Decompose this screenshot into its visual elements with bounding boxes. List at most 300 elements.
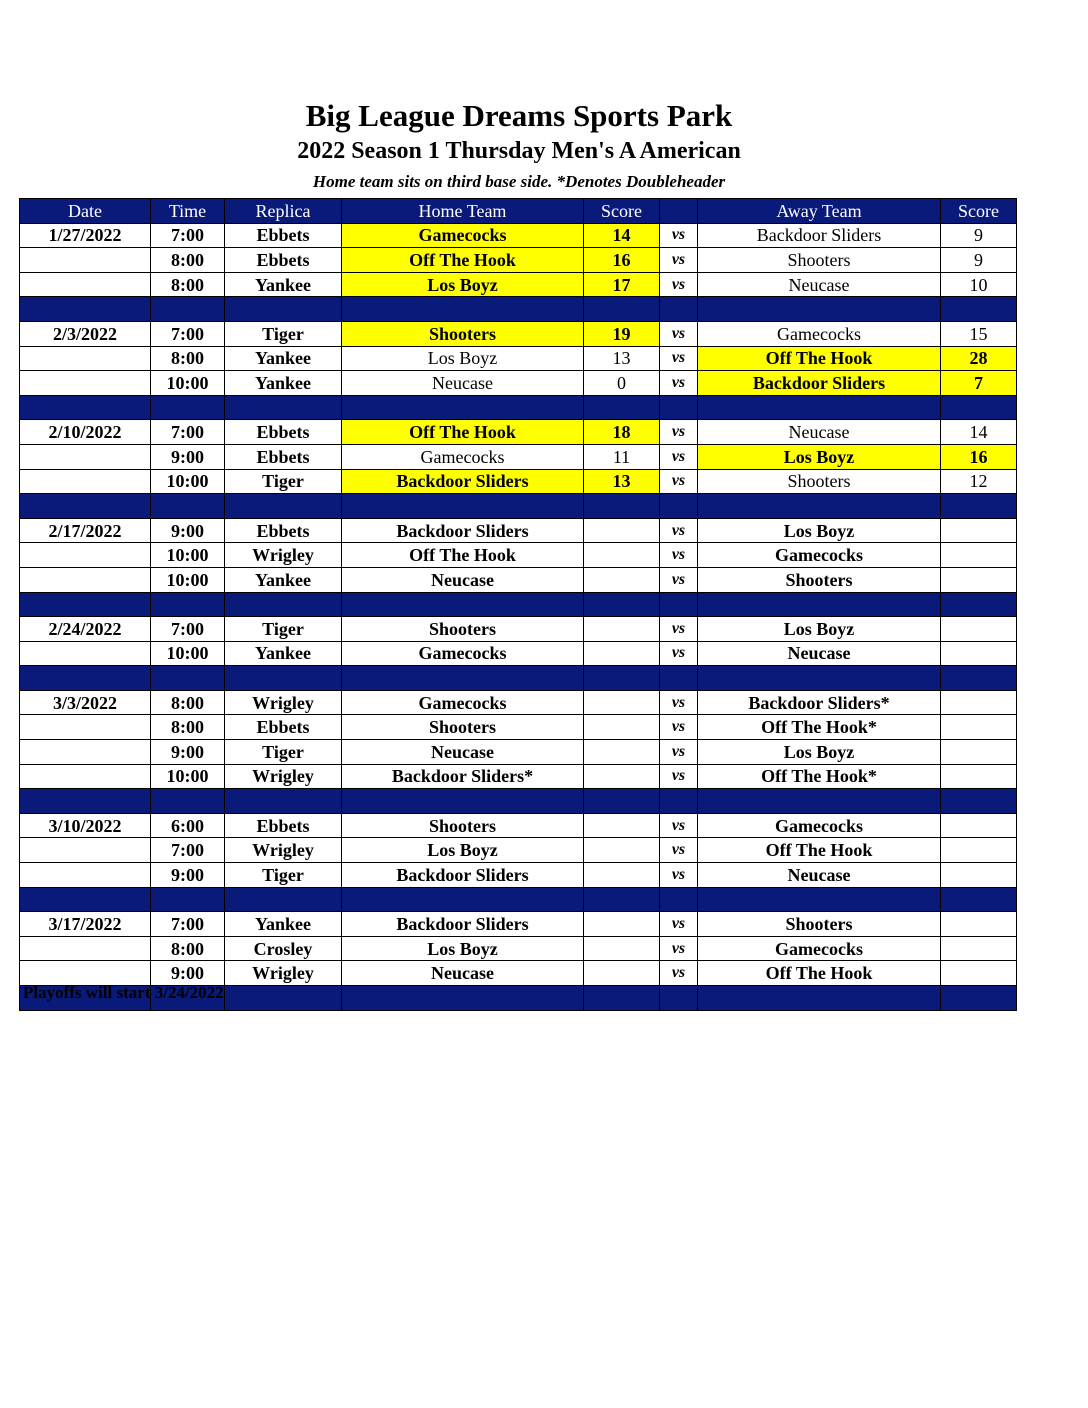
home-team: Backdoor Sliders bbox=[342, 863, 584, 888]
separator-cell bbox=[342, 887, 584, 912]
separator-cell bbox=[584, 789, 660, 814]
separator-cell bbox=[941, 887, 1017, 912]
separator-cell bbox=[151, 887, 225, 912]
home-team: Gamecocks bbox=[342, 444, 584, 469]
col-header-time: Time bbox=[151, 199, 225, 224]
separator-cell bbox=[151, 789, 225, 814]
table-header-row bbox=[20, 199, 1017, 224]
vs-label: vs bbox=[660, 740, 698, 765]
game-row bbox=[20, 444, 1017, 469]
separator-cell bbox=[941, 592, 1017, 617]
separator-cell bbox=[151, 297, 225, 322]
away-team: Shooters bbox=[698, 912, 941, 937]
separator-cell bbox=[660, 789, 698, 814]
game-replica: Tiger bbox=[225, 617, 342, 642]
separator-cell bbox=[151, 666, 225, 691]
away-score bbox=[941, 863, 1017, 888]
home-team: Gamecocks bbox=[342, 641, 584, 666]
col-header-replica: Replica bbox=[225, 199, 342, 224]
game-row bbox=[20, 838, 1017, 863]
vs-label: vs bbox=[660, 617, 698, 642]
game-time: 9:00 bbox=[151, 740, 225, 765]
home-team: Los Boyz bbox=[342, 936, 584, 961]
game-replica: Tiger bbox=[225, 740, 342, 765]
game-time: 7:00 bbox=[151, 223, 225, 248]
game-replica: Ebbets bbox=[225, 518, 342, 543]
vs-label: vs bbox=[660, 936, 698, 961]
away-team: Neucase bbox=[698, 420, 941, 445]
away-team: Gamecocks bbox=[698, 936, 941, 961]
week-separator bbox=[20, 887, 1017, 912]
away-score: 9 bbox=[941, 248, 1017, 273]
game-row bbox=[20, 936, 1017, 961]
game-date bbox=[20, 715, 151, 740]
separator-cell bbox=[698, 592, 941, 617]
away-team: Neucase bbox=[698, 272, 941, 297]
home-score: 18 bbox=[584, 420, 660, 445]
separator-cell bbox=[584, 297, 660, 322]
game-date: 1/27/2022 bbox=[20, 223, 151, 248]
game-date: 2/24/2022 bbox=[20, 617, 151, 642]
away-team: Neucase bbox=[698, 641, 941, 666]
separator-cell bbox=[660, 986, 698, 1011]
game-date bbox=[20, 936, 151, 961]
game-replica: Yankee bbox=[225, 371, 342, 396]
game-time: 8:00 bbox=[151, 346, 225, 371]
game-replica: Ebbets bbox=[225, 420, 342, 445]
vs-label: vs bbox=[660, 863, 698, 888]
separator-cell bbox=[225, 986, 342, 1011]
away-team: Los Boyz bbox=[698, 444, 941, 469]
separator-cell bbox=[660, 887, 698, 912]
game-time: 8:00 bbox=[151, 715, 225, 740]
separator-cell bbox=[941, 789, 1017, 814]
separator-cell bbox=[151, 592, 225, 617]
game-date bbox=[20, 863, 151, 888]
col-header-vs bbox=[660, 199, 698, 224]
home-score bbox=[584, 961, 660, 986]
home-team: Shooters bbox=[342, 617, 584, 642]
game-replica: Wrigley bbox=[225, 961, 342, 986]
away-score: 7 bbox=[941, 371, 1017, 396]
away-team: Gamecocks bbox=[698, 543, 941, 568]
col-header-away-score: Score bbox=[941, 199, 1017, 224]
game-date bbox=[20, 740, 151, 765]
game-row bbox=[20, 740, 1017, 765]
separator-cell bbox=[584, 887, 660, 912]
game-row bbox=[20, 912, 1017, 937]
away-team: Shooters bbox=[698, 248, 941, 273]
game-time: 10:00 bbox=[151, 641, 225, 666]
game-time: 7:00 bbox=[151, 838, 225, 863]
separator-cell bbox=[225, 887, 342, 912]
away-team: Off The Hook* bbox=[698, 715, 941, 740]
away-score bbox=[941, 690, 1017, 715]
game-time: 10:00 bbox=[151, 371, 225, 396]
vs-label: vs bbox=[660, 371, 698, 396]
away-score bbox=[941, 961, 1017, 986]
separator-cell bbox=[941, 297, 1017, 322]
away-score bbox=[941, 715, 1017, 740]
game-time: 8:00 bbox=[151, 936, 225, 961]
separator-cell bbox=[342, 666, 584, 691]
separator-cell bbox=[584, 395, 660, 420]
home-team: Shooters bbox=[342, 813, 584, 838]
separator-cell bbox=[151, 494, 225, 519]
separator-cell bbox=[20, 887, 151, 912]
game-row bbox=[20, 813, 1017, 838]
col-header-away-team: Away Team bbox=[698, 199, 941, 224]
away-score bbox=[941, 912, 1017, 937]
game-date bbox=[20, 838, 151, 863]
home-score bbox=[584, 740, 660, 765]
separator-cell bbox=[941, 986, 1017, 1011]
vs-label: vs bbox=[660, 223, 698, 248]
game-date bbox=[20, 764, 151, 789]
game-time: 8:00 bbox=[151, 272, 225, 297]
away-team: Gamecocks bbox=[698, 813, 941, 838]
separator-cell bbox=[225, 789, 342, 814]
away-team: Shooters bbox=[698, 469, 941, 494]
away-team: Los Boyz bbox=[698, 518, 941, 543]
game-row bbox=[20, 223, 1017, 248]
away-score: 12 bbox=[941, 469, 1017, 494]
game-row bbox=[20, 617, 1017, 642]
home-team: Gamecocks bbox=[342, 223, 584, 248]
home-team: Backdoor Sliders bbox=[342, 469, 584, 494]
game-time: 7:00 bbox=[151, 420, 225, 445]
separator-cell bbox=[941, 666, 1017, 691]
col-header-date: Date bbox=[20, 199, 151, 224]
away-team: Off The Hook bbox=[698, 838, 941, 863]
game-date bbox=[20, 272, 151, 297]
separator-cell bbox=[225, 297, 342, 322]
separator-cell bbox=[660, 297, 698, 322]
vs-label: vs bbox=[660, 346, 698, 371]
separator-cell bbox=[20, 297, 151, 322]
separator-cell bbox=[342, 494, 584, 519]
separator-cell bbox=[941, 395, 1017, 420]
schedule-table bbox=[19, 198, 1017, 1011]
game-row bbox=[20, 567, 1017, 592]
game-time: 9:00 bbox=[151, 444, 225, 469]
game-row bbox=[20, 715, 1017, 740]
game-row bbox=[20, 321, 1017, 346]
home-score bbox=[584, 838, 660, 863]
away-team: Off The Hook bbox=[698, 961, 941, 986]
game-date bbox=[20, 543, 151, 568]
vs-label: vs bbox=[660, 567, 698, 592]
separator-cell bbox=[584, 986, 660, 1011]
home-score bbox=[584, 813, 660, 838]
separator-cell bbox=[660, 592, 698, 617]
separator-cell bbox=[584, 494, 660, 519]
game-time: 7:00 bbox=[151, 912, 225, 937]
separator-cell bbox=[20, 666, 151, 691]
home-team: Off The Hook bbox=[342, 420, 584, 445]
home-score: 13 bbox=[584, 346, 660, 371]
game-row bbox=[20, 641, 1017, 666]
separator-cell bbox=[20, 789, 151, 814]
away-score: 15 bbox=[941, 321, 1017, 346]
separator-cell bbox=[342, 986, 584, 1011]
home-team: Shooters bbox=[342, 715, 584, 740]
week-separator bbox=[20, 592, 1017, 617]
home-score: 11 bbox=[584, 444, 660, 469]
game-date bbox=[20, 248, 151, 273]
game-time: 10:00 bbox=[151, 567, 225, 592]
away-score bbox=[941, 838, 1017, 863]
week-separator bbox=[20, 297, 1017, 322]
home-score: 14 bbox=[584, 223, 660, 248]
week-separator bbox=[20, 395, 1017, 420]
away-team: Off The Hook* bbox=[698, 764, 941, 789]
vs-label: vs bbox=[660, 469, 698, 494]
game-date: 3/17/2022 bbox=[20, 912, 151, 937]
vs-label: vs bbox=[660, 641, 698, 666]
separator-cell bbox=[225, 494, 342, 519]
game-date bbox=[20, 469, 151, 494]
game-date: 2/17/2022 bbox=[20, 518, 151, 543]
game-replica: Wrigley bbox=[225, 764, 342, 789]
home-score bbox=[584, 764, 660, 789]
game-time: 9:00 bbox=[151, 518, 225, 543]
game-replica: Ebbets bbox=[225, 813, 342, 838]
away-score bbox=[941, 641, 1017, 666]
home-score: 17 bbox=[584, 272, 660, 297]
separator-cell bbox=[584, 592, 660, 617]
home-team: Neucase bbox=[342, 961, 584, 986]
game-replica: Yankee bbox=[225, 346, 342, 371]
game-date bbox=[20, 444, 151, 469]
home-score bbox=[584, 936, 660, 961]
game-replica: Wrigley bbox=[225, 543, 342, 568]
home-score: 19 bbox=[584, 321, 660, 346]
game-time: 10:00 bbox=[151, 543, 225, 568]
vs-label: vs bbox=[660, 838, 698, 863]
separator-cell bbox=[225, 395, 342, 420]
col-header-home-team: Home Team bbox=[342, 199, 584, 224]
game-row bbox=[20, 543, 1017, 568]
home-team: Off The Hook bbox=[342, 543, 584, 568]
vs-label: vs bbox=[660, 248, 698, 273]
week-separator bbox=[20, 666, 1017, 691]
game-row bbox=[20, 764, 1017, 789]
page-subtitle: 2022 Season 1 Thursday Men's A American bbox=[297, 138, 741, 164]
game-time: 10:00 bbox=[151, 469, 225, 494]
game-time: 9:00 bbox=[151, 863, 225, 888]
game-row bbox=[20, 346, 1017, 371]
away-score bbox=[941, 518, 1017, 543]
page-title: Big League Dreams Sports Park bbox=[305, 98, 733, 133]
home-team: Neucase bbox=[342, 371, 584, 396]
game-replica: Crosley bbox=[225, 936, 342, 961]
away-score: 14 bbox=[941, 420, 1017, 445]
game-replica: Tiger bbox=[225, 863, 342, 888]
separator-cell bbox=[20, 494, 151, 519]
home-team: Neucase bbox=[342, 567, 584, 592]
separator-cell bbox=[20, 395, 151, 420]
playoffs-note: Playoffs will start 3/24/2022 bbox=[23, 983, 224, 1002]
away-team: Los Boyz bbox=[698, 740, 941, 765]
separator-cell bbox=[151, 395, 225, 420]
vs-label: vs bbox=[660, 961, 698, 986]
game-date bbox=[20, 567, 151, 592]
game-row bbox=[20, 863, 1017, 888]
home-team: Los Boyz bbox=[342, 838, 584, 863]
vs-label: vs bbox=[660, 543, 698, 568]
home-score bbox=[584, 690, 660, 715]
home-team: Off The Hook bbox=[342, 248, 584, 273]
vs-label: vs bbox=[660, 764, 698, 789]
separator-cell bbox=[660, 395, 698, 420]
home-team: Los Boyz bbox=[342, 272, 584, 297]
game-time: 8:00 bbox=[151, 690, 225, 715]
game-time: 9:00 bbox=[151, 961, 225, 986]
separator-cell bbox=[20, 592, 151, 617]
separator-cell bbox=[698, 986, 941, 1011]
game-date bbox=[20, 371, 151, 396]
vs-label: vs bbox=[660, 518, 698, 543]
vs-label: vs bbox=[660, 444, 698, 469]
game-replica: Ebbets bbox=[225, 715, 342, 740]
separator-cell bbox=[584, 666, 660, 691]
game-date: 3/10/2022 bbox=[20, 813, 151, 838]
home-score bbox=[584, 863, 660, 888]
vs-label: vs bbox=[660, 813, 698, 838]
home-team: Backdoor Sliders bbox=[342, 912, 584, 937]
home-score bbox=[584, 617, 660, 642]
away-score bbox=[941, 617, 1017, 642]
away-score: 16 bbox=[941, 444, 1017, 469]
away-team: Neucase bbox=[698, 863, 941, 888]
game-replica: Tiger bbox=[225, 321, 342, 346]
game-replica: Wrigley bbox=[225, 838, 342, 863]
game-replica: Ebbets bbox=[225, 223, 342, 248]
game-row bbox=[20, 420, 1017, 445]
away-team: Backdoor Sliders bbox=[698, 223, 941, 248]
home-team: Neucase bbox=[342, 740, 584, 765]
away-team: Shooters bbox=[698, 567, 941, 592]
home-score bbox=[584, 912, 660, 937]
game-date bbox=[20, 346, 151, 371]
game-time: 6:00 bbox=[151, 813, 225, 838]
away-score: 28 bbox=[941, 346, 1017, 371]
away-score bbox=[941, 567, 1017, 592]
game-time: 7:00 bbox=[151, 617, 225, 642]
away-team: Los Boyz bbox=[698, 617, 941, 642]
game-time: 8:00 bbox=[151, 248, 225, 273]
game-time: 10:00 bbox=[151, 764, 225, 789]
separator-cell bbox=[698, 297, 941, 322]
separator-cell bbox=[698, 395, 941, 420]
away-score: 10 bbox=[941, 272, 1017, 297]
separator-cell bbox=[225, 666, 342, 691]
game-time: 7:00 bbox=[151, 321, 225, 346]
vs-label: vs bbox=[660, 912, 698, 937]
game-row bbox=[20, 248, 1017, 273]
game-row bbox=[20, 371, 1017, 396]
away-score: 9 bbox=[941, 223, 1017, 248]
home-team: Shooters bbox=[342, 321, 584, 346]
home-score bbox=[584, 641, 660, 666]
vs-label: vs bbox=[660, 321, 698, 346]
home-score: 0 bbox=[584, 371, 660, 396]
home-score: 16 bbox=[584, 248, 660, 273]
separator-cell bbox=[698, 789, 941, 814]
separator-cell bbox=[342, 297, 584, 322]
away-team: Off The Hook bbox=[698, 346, 941, 371]
separator-cell bbox=[698, 666, 941, 691]
vs-label: vs bbox=[660, 690, 698, 715]
game-replica: Tiger bbox=[225, 469, 342, 494]
home-score bbox=[584, 543, 660, 568]
game-replica: Ebbets bbox=[225, 248, 342, 273]
game-replica: Yankee bbox=[225, 272, 342, 297]
game-row bbox=[20, 272, 1017, 297]
separator-cell bbox=[698, 887, 941, 912]
game-replica: Wrigley bbox=[225, 690, 342, 715]
away-team: Backdoor Sliders* bbox=[698, 690, 941, 715]
doubleheader-note: Home team sits on third base side. *Denotes Doubleheader bbox=[312, 172, 726, 191]
away-score bbox=[941, 813, 1017, 838]
schedule-body bbox=[20, 223, 1017, 1010]
col-header-home-score: Score bbox=[584, 199, 660, 224]
game-date: 2/10/2022 bbox=[20, 420, 151, 445]
away-team: Backdoor Sliders bbox=[698, 371, 941, 396]
away-team: Gamecocks bbox=[698, 321, 941, 346]
away-score bbox=[941, 936, 1017, 961]
vs-label: vs bbox=[660, 420, 698, 445]
game-row bbox=[20, 469, 1017, 494]
separator-cell bbox=[225, 592, 342, 617]
game-row bbox=[20, 961, 1017, 986]
away-score bbox=[941, 543, 1017, 568]
home-team: Backdoor Sliders* bbox=[342, 764, 584, 789]
game-date bbox=[20, 641, 151, 666]
week-separator bbox=[20, 494, 1017, 519]
home-score: 13 bbox=[584, 469, 660, 494]
home-team: Gamecocks bbox=[342, 690, 584, 715]
separator-cell bbox=[941, 494, 1017, 519]
game-replica: Yankee bbox=[225, 641, 342, 666]
vs-label: vs bbox=[660, 715, 698, 740]
separator-cell bbox=[342, 789, 584, 814]
home-score bbox=[584, 715, 660, 740]
separator-cell bbox=[342, 592, 584, 617]
separator-cell bbox=[660, 666, 698, 691]
game-replica: Yankee bbox=[225, 567, 342, 592]
vs-label: vs bbox=[660, 272, 698, 297]
away-score bbox=[941, 764, 1017, 789]
game-row bbox=[20, 518, 1017, 543]
home-team: Los Boyz bbox=[342, 346, 584, 371]
away-score bbox=[941, 740, 1017, 765]
game-replica: Ebbets bbox=[225, 444, 342, 469]
home-score bbox=[584, 518, 660, 543]
game-date: 2/3/2022 bbox=[20, 321, 151, 346]
home-score bbox=[584, 567, 660, 592]
game-replica: Yankee bbox=[225, 912, 342, 937]
game-date bbox=[20, 961, 151, 986]
separator-cell bbox=[342, 395, 584, 420]
separator-cell bbox=[660, 494, 698, 519]
game-row bbox=[20, 690, 1017, 715]
separator-cell bbox=[698, 494, 941, 519]
week-separator bbox=[20, 789, 1017, 814]
home-team: Backdoor Sliders bbox=[342, 518, 584, 543]
game-date: 3/3/2022 bbox=[20, 690, 151, 715]
